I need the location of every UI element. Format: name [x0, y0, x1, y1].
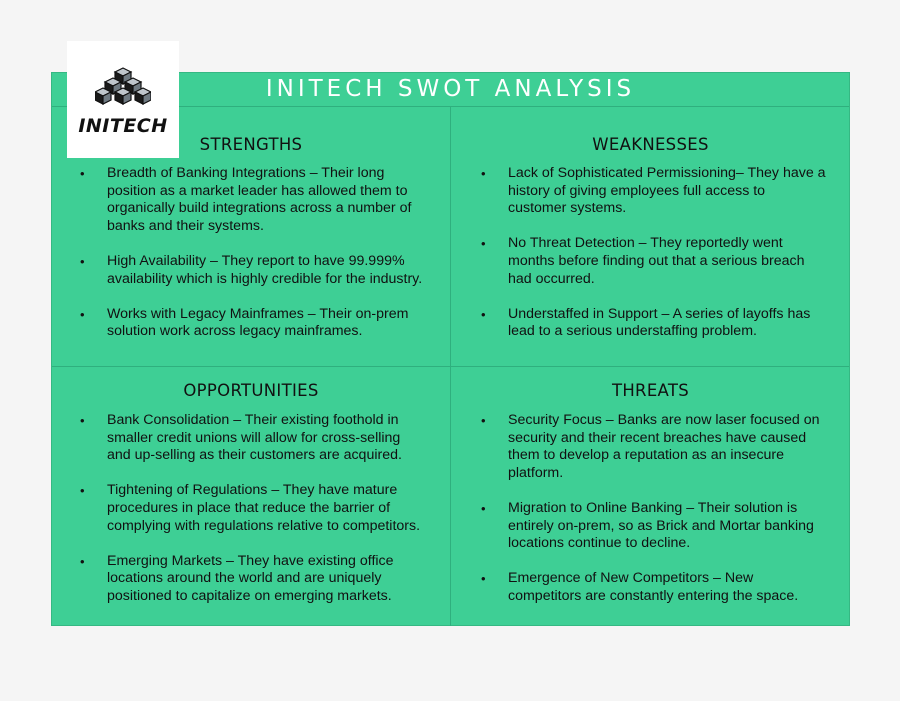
- list-item: [76, 412, 426, 465]
- bullet-icon: •: [481, 306, 486, 322]
- bullet-icon: •: [80, 553, 85, 569]
- weaknesses-heading: WEAKNESSES: [592, 135, 709, 154]
- logo-text: INITECH: [78, 115, 168, 137]
- bullet-icon: •: [481, 500, 486, 516]
- list-item: [477, 165, 827, 218]
- list-item-text: Understaffed in Support – A series of layoffs has lead to a serious understaffing problem.: [508, 305, 811, 340]
- list-item-text: Migration to Online Banking – Their solution is entirely on-prem, so as Brick and Mortar banking locations continue to decline.: [508, 499, 814, 552]
- threats-heading: THREATS: [611, 381, 690, 400]
- list-item-text: Breadth of Banking Integrations – Their long position as a market leader has allowed them to organically build integrations across a number of banks and their systems.: [107, 165, 412, 234]
- list-item: [477, 500, 827, 553]
- bullet-icon: •: [80, 413, 85, 428]
- list-item-text: High Availability – They report to have 99.999% availability which is highly credible for the industry.: [107, 252, 423, 287]
- opportunities-list: [76, 412, 426, 623]
- list-item: [76, 306, 426, 341]
- strengths-heading: STRENGTHS: [199, 135, 303, 154]
- bullet-icon: •: [80, 166, 85, 181]
- list-item: [76, 553, 426, 606]
- list-item-text: Emergence of New Competitors – New competitors are constantly entering the space.: [508, 570, 799, 604]
- initech-logo: [67, 41, 179, 158]
- bullet-icon: •: [481, 236, 486, 252]
- bullet-icon: •: [481, 413, 486, 428]
- list-item: [477, 306, 827, 341]
- list-item: [477, 412, 827, 482]
- list-item: [76, 253, 426, 288]
- bullet-icon: •: [80, 483, 85, 499]
- list-item-text: Lack of Sophisticated Permissioning– They have a history of giving employees full access to customer systems.: [508, 165, 826, 217]
- list-item-text: Bank Consolidation – Their existing foothold in smaller credit unions will allow for cross-selling and up-selling as their customers are acquired.: [107, 412, 402, 464]
- initech-cubes-logo-icon: [95, 67, 151, 113]
- weaknesses-list: [477, 165, 827, 359]
- opportunities-heading: OPPORTUNITIES: [183, 381, 319, 400]
- bullet-icon: •: [481, 166, 486, 181]
- strengths-list: [76, 165, 426, 359]
- threats-quadrant: [451, 367, 850, 626]
- list-item: [477, 570, 827, 605]
- bullet-icon: •: [481, 571, 486, 587]
- list-item-text: Security Focus – Banks are now laser focused on security and their recent breaches have caused them to develop a reputation as an insecure platform.: [508, 412, 820, 481]
- list-item: [76, 482, 426, 535]
- list-item: [76, 165, 426, 235]
- list-item-text: Works with Legacy Mainframes – Their on-prem solution work across legacy mainframes.: [107, 305, 409, 340]
- list-item-text: Emerging Markets – They have existing office locations around the world and are uniquely positioned to capitalize on emerging markets.: [107, 552, 394, 604]
- bullet-icon: •: [80, 253, 85, 269]
- list-item: [477, 235, 827, 288]
- page-title: INITECH SWOT ANALYSIS: [265, 76, 636, 102]
- list-item-text: No Threat Detection – They reportedly went months before finding out that a serious breach had occurred.: [508, 235, 805, 287]
- threats-list: [477, 412, 827, 623]
- opportunities-quadrant: [52, 367, 450, 626]
- bullet-icon: •: [80, 306, 85, 322]
- weaknesses-quadrant: [451, 107, 850, 366]
- list-item-text: Tightening of Regulations – They have mature procedures in place that reduce the barrier of complying with regulations relative to competitors.: [107, 482, 421, 534]
